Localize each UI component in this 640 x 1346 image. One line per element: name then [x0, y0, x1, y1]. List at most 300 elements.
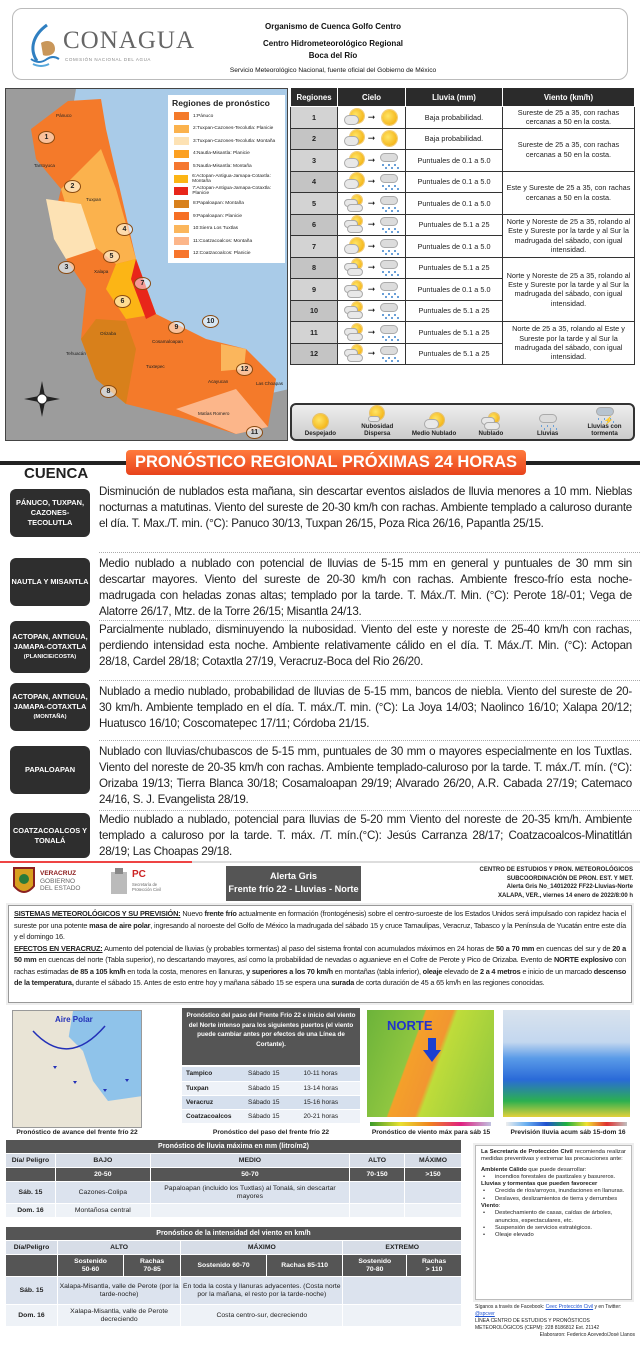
legend-item	[168, 160, 285, 173]
region-number: 2	[291, 128, 338, 150]
body-text: con rachas estimadas	[14, 955, 626, 976]
medio-nublado-icon	[344, 152, 364, 169]
forecast-row	[291, 257, 635, 279]
ports-table-heading: Pronóstico del paso del Frente Frío 22 e inicio del viento del Norte intenso para los siguientes puertos (el viento puede cambiar antes por efectos de una Línea de Cortante).	[182, 1008, 360, 1065]
basin-forecast-text: Nublado con lluvias/chubascos de 5-15 mm, puntuales de 30 mm o mayores especialmente en los Tuxtlas. Viento del noreste de 20-35 km/h con rachas. Ambiente templado-caluroso por la tarde. T. máx./T. mín. (°C): Orizaba 19/13; Tierra Blanca 30/18; Cosamaloapan 29/19; Alvarado 26/20, A.R. Cabada 27/19; Catemaco 24/16, S. J. Evangelista 28/19.	[99, 745, 632, 806]
body-text: en toda la costa, menores en llanuras,	[125, 966, 247, 976]
basin-label	[10, 621, 90, 673]
port-row	[182, 1095, 360, 1109]
city-label: Tehuacán	[66, 351, 86, 356]
legend-item	[168, 210, 285, 223]
wind-cell: Este y Sureste de 25 a 35, con rachas cercanas a 50 en la costa.	[503, 171, 635, 214]
arrow-right-icon: ➞	[367, 305, 376, 316]
wind-caption: Pronóstico de viento máx para sáb 15	[371, 1129, 491, 1136]
wind-cell: Norte y Noreste de 25 a 35, rolando al Este y Sureste por la tarde y al Sur la madrugada del sábado, con igual intensidad.	[503, 214, 635, 257]
basin-zone: (PLANICIE/COSTA)	[23, 654, 77, 660]
smn-note: Servicio Meteorológico Nacional, fuente oficial del Gobierno de México	[229, 67, 437, 74]
day-cell: Sáb. 15	[6, 1277, 58, 1305]
rec-group-title-rest: que puede desarrollar:	[526, 1166, 587, 1173]
highlight-text: NORTE explosivo	[553, 955, 613, 964]
wind-level-header: Día/Peligro	[6, 1241, 58, 1255]
alert-level: Alerta Gris	[270, 871, 317, 881]
sky-legend-label: Despejado	[304, 430, 337, 437]
basin-forecast-text: Medio nublado a nublado con potencial de lluvias de 5-15 mm en general y puntuales de 30 mm sin descartar mayores. Viento del sureste de 20-30 km/h con rachas. Ambiente fresco-frío esta noche-madrugada con heladas zonas altas; templado por la tarde. T. Máx./T. Min. (°C): Perote 18/-01; Vega de Alatorre 26/17, Mtz. de la Torre 26/15; Misantla 24/13.	[99, 557, 632, 618]
legend-item	[168, 148, 285, 161]
city-label: Xalapa	[94, 269, 109, 274]
highlight-text: de 85 a 105 km/h	[70, 966, 126, 976]
rain-cell: Puntuales de 0.1 a 5.0	[406, 279, 503, 301]
wind-cell	[343, 1305, 462, 1327]
region-number: 12	[291, 343, 338, 365]
legend-label: 2:Tuxpan-Cazones-Tecolutla: Planicie	[193, 126, 274, 132]
basin-name: COATZACOALCOS Y TONALÁ	[12, 825, 88, 845]
pc-shield-icon	[108, 866, 130, 898]
city-label: Tuxpan	[86, 197, 102, 202]
rec-org: La Secretaría de Protección Civil	[481, 1149, 573, 1155]
sky-legend-item	[523, 413, 573, 437]
pc-logo-line: Protección Civil	[132, 887, 161, 892]
dotted-divider	[99, 620, 640, 621]
ports-caption: Pronóstico del paso del frente frío 22	[212, 1129, 330, 1136]
sky-cell	[338, 150, 406, 172]
lluvias-icon	[379, 345, 399, 362]
sky-cell	[338, 214, 406, 236]
nublado-icon	[344, 302, 364, 319]
rain-cell: Cazones-Colipa	[55, 1182, 150, 1204]
basin-label	[10, 746, 90, 794]
day-cell: Dom. 16	[6, 1305, 58, 1327]
rain-accumulation-image	[503, 1010, 630, 1117]
sky-legend-label: Lluvias con tormenta	[587, 423, 622, 437]
highlight-text: 20 a 50 mm	[14, 943, 626, 964]
rain-range: 50-70	[150, 1168, 349, 1182]
rain-range: >150	[405, 1168, 462, 1182]
body-text: de corta duración de 45 a 65 km/h en las regiones conocidas.	[354, 978, 545, 987]
rain-cell	[350, 1204, 405, 1218]
map-legend	[168, 95, 285, 263]
arrow-down-icon	[423, 1038, 441, 1062]
legend-swatch	[174, 225, 189, 233]
column-header: Regiones	[291, 88, 338, 107]
legend-item	[168, 223, 285, 236]
sky-legend-item	[466, 413, 516, 437]
region-number-marker: 4	[116, 223, 133, 236]
dotted-divider	[99, 740, 640, 741]
body-text: en cuencas del sur y de	[534, 943, 613, 953]
nublado-icon	[344, 195, 364, 212]
wind-cell: En toda la costa y llanuras adyacentes. (Costa norte por la mañana, el resto por la tarde-noche)	[181, 1277, 343, 1305]
conagua-logo	[27, 23, 195, 67]
rec-item: • incendios forestales de pastizales y basureros.	[481, 1174, 626, 1181]
wind-threshold: Sostenido 50-60	[58, 1255, 124, 1277]
basin-name: PAPALOAPAN	[24, 765, 76, 774]
port-name: Tampico	[182, 1067, 244, 1081]
arrow-right-icon: ➞	[367, 283, 376, 294]
tormenta-icon: ⚡	[595, 406, 615, 423]
rain-cell: Puntuales de 5.1 a 25	[406, 214, 503, 236]
wind-level-header: MÁXIMO	[181, 1241, 343, 1255]
region-number-marker: 2	[64, 180, 81, 193]
body-text: e inicio de un marcado	[520, 966, 594, 976]
mexico-map-image	[13, 1011, 142, 1128]
basin-label	[10, 813, 90, 858]
lluvias-icon	[379, 281, 399, 298]
nubosidad-dispersa-icon	[367, 406, 387, 423]
wind-cell	[343, 1277, 462, 1305]
basin-name: NAUTLA Y MISANTLA	[11, 577, 89, 586]
center-location: Boca del Río	[308, 51, 358, 60]
highlight-text: frente frío	[204, 909, 237, 918]
rec-item: • Oleaje elevado	[481, 1232, 626, 1239]
sky-legend-label: Lluvias	[537, 430, 559, 437]
nublado-icon	[344, 324, 364, 341]
port-name: Veracruz	[182, 1095, 244, 1109]
arrow-right-icon: ➞	[367, 111, 376, 122]
lluvias-icon	[379, 324, 399, 341]
region-number-marker: 11	[246, 426, 263, 439]
legend-label: 9:Papaloapan: Planicie	[193, 213, 243, 219]
rec-item: • Suspensión de servicios estratégicos.	[481, 1225, 626, 1232]
sky-legend-label: Medio Nublado	[411, 430, 457, 437]
arrow-right-icon: ➞	[367, 219, 376, 230]
port-day: Sábado 15	[244, 1109, 299, 1123]
issuer-line: SUBCOORDINACIÓN DE PRON. EST. Y MET.	[506, 875, 633, 882]
legend-label: 10:Sierra Los Tuxtlas	[193, 226, 239, 232]
region-number: 4	[291, 171, 338, 193]
legend-label: 11:Coatzacoalcos: Montaña	[193, 238, 253, 244]
ports-table	[182, 1067, 360, 1124]
wind-intensity-table	[5, 1226, 462, 1327]
nublado-icon	[344, 259, 364, 276]
rec-group	[481, 1181, 626, 1203]
legend-label: 6:Actopan-Antigua-Jamapa-Cotaxtla: Montaña	[192, 173, 271, 184]
port-day: Sábado 15	[244, 1095, 299, 1109]
port-name: Tuxpan	[182, 1081, 244, 1095]
city-label: Tantoyuca	[34, 163, 55, 168]
alert-title-box	[226, 866, 361, 901]
sky-cell	[338, 322, 406, 344]
port-row	[182, 1081, 360, 1095]
lluvias-icon	[538, 413, 558, 430]
lluvias-icon	[379, 302, 399, 319]
highlight-text: masa de aire polar	[89, 920, 151, 930]
nublado-icon	[344, 216, 364, 233]
arrow-right-icon: ➞	[367, 348, 376, 359]
wind-cell: Costa centro-sur, decreciendo	[181, 1305, 343, 1327]
despejado-icon	[379, 109, 399, 126]
day-cell: Dom. 16	[6, 1204, 56, 1218]
conagua-emblem-icon	[27, 23, 61, 67]
wind-cell: Sureste de 25 a 35, con rachas cercanas a 50 en la costa.	[503, 107, 635, 129]
cepm-phone: LÍNEA CENTRO DE ESTUDIOS Y PRONÓSTICOS METEOROLÓGICOS (CEPM): 228 8186812 Ext. 21142	[475, 1318, 600, 1331]
rain-cell: Puntuales de 0.1 a 5.0	[406, 236, 503, 258]
wind-forecast-image	[367, 1010, 494, 1117]
rain-cell	[405, 1182, 462, 1204]
city-label: Acayucan	[208, 379, 229, 384]
wind-cell: Sureste de 25 a 35, con rachas cercanas a 50 en la costa.	[503, 128, 635, 171]
legend-label: 4:Nautla-Misantla: Planicie	[193, 151, 250, 157]
norte-label: NORTE	[387, 1018, 433, 1033]
arrow-right-icon: ➞	[367, 326, 376, 337]
cuenca-heading: CUENCA	[24, 465, 89, 482]
rain-range: 70-150	[350, 1168, 405, 1182]
body-text: elevado de	[442, 966, 480, 976]
effects-title: EFECTOS EN VERACRUZ:	[14, 943, 103, 953]
rain-cell: Puntuales de 5.1 a 25	[406, 343, 503, 365]
wind-color-scale	[370, 1122, 491, 1126]
sky-cell	[338, 257, 406, 279]
rain-cell: Papaloapan (incluido los Tuxtlas) al Tonalá, sin descartar mayores	[150, 1182, 349, 1204]
column-header: Cielo	[338, 88, 406, 107]
rain-level-header: MÁXIMO	[405, 1154, 462, 1168]
legend-swatch	[174, 112, 189, 120]
medio-nublado-icon	[344, 238, 364, 255]
rain-level-header: Día/ Peligro	[6, 1154, 56, 1168]
port-hours: 15-16 horas	[299, 1095, 360, 1109]
twitter-link[interactable]: @spcver	[475, 1311, 495, 1317]
sky-cell	[338, 343, 406, 365]
rec-group-title: Viento	[481, 1203, 499, 1210]
arrow-right-icon: ➞	[367, 262, 376, 273]
body-text: durante el sábado 15. Antes de esto entre hoy y mañana sábado 15 se espera una	[73, 978, 332, 987]
rain-level-header: ALTO	[350, 1154, 405, 1168]
sky-legend-label: Nublado	[478, 430, 504, 437]
column-header: Lluvia (mm)	[406, 88, 503, 107]
basin-name: ACTOPAN, ANTIGUA, JAMAPA-COTAXTLA	[12, 632, 88, 651]
rain-cell: Puntuales de 5.1 a 25	[406, 322, 503, 344]
legend-swatch	[174, 150, 189, 158]
body-text: Nuevo	[180, 909, 205, 918]
rec-item: • Destechamiento de casas, caídas de árboles, anuncios, espectaculares, etc.	[481, 1210, 626, 1225]
basin-forecast-text: Parcialmente nublado, disminuyendo la nubosidad. Viento del este y noreste de 25-40 km/h con rachas, perdiendo intensidad esta noche. Ambiente relativamente cálido en el día. T. Máx./T. Min. (°C): Actopan 28/18, Cardel 28/18; Cotaxtla 27/19, Veracruz-Boca del Rio 26/20.	[99, 623, 632, 668]
body-text: en cuencas del norte (Tabla superior), no descartando mayores, así como la probabilidad de nevadas o aguanieve en el Cofre de Perote y Pico de Orizaba. Evento de	[36, 955, 554, 964]
forecast-row	[291, 128, 635, 150]
forecast-row	[291, 322, 635, 344]
front-map-caption: Pronóstico de avance del frente frío 22	[16, 1129, 138, 1136]
basin-forecast-text: Nublado a medio nublado, probabilidad de lluvias de 5-15 mm, bancos de niebla. Viento del sureste de 20-30 km/h. Ambiente templado en el día. T. máx./T. min. (°C): La Joya 14/03; Naolinco 16/10; Xalapa 20/12; Huatusco 16/10; Coscomatepec 17/11; Córdoba 21/15.	[99, 685, 632, 730]
basin-forecast-text: Medio nublado a nublado, potencial para lluvias de 5-20 mm Viento del noreste de 20-35 km/h. Ambiente templado a caluroso por la tarde. T. máx. /T. mín.(°C): Jesús Carranza 28/17; Coatzacoalcos-Minatitlán 28/19; Las Choapas 29/18.	[99, 813, 632, 858]
lluvias-icon	[379, 152, 399, 169]
header-box	[12, 8, 628, 80]
dotted-divider	[99, 810, 640, 811]
region-number: 3	[291, 150, 338, 172]
sky-cell	[338, 193, 406, 215]
veracruz-gov-logo	[12, 866, 92, 900]
rec-group-title: Ambiente Cálido	[481, 1166, 527, 1173]
rain-row	[6, 1204, 462, 1218]
sky-legend	[290, 403, 635, 441]
wind-level-header: EXTREMO	[343, 1241, 462, 1255]
legend-item	[168, 110, 285, 123]
gov-logo-line: DEL ESTADO	[40, 885, 81, 892]
rain-cell: Puntuales de 5.1 a 25	[406, 300, 503, 322]
pc-logo-text: PC	[132, 869, 146, 880]
highlight-text: 2 a 4 metros	[479, 966, 521, 976]
legend-swatch	[174, 250, 189, 258]
lluvias-icon	[379, 195, 399, 212]
city-label: Pánuco	[56, 113, 72, 118]
arrow-right-icon: ➞	[367, 154, 376, 165]
port-day: Sábado 15	[244, 1081, 299, 1095]
basin-name: PÁNUCO, TUXPAN, CAZONES-TECOLUTLA	[15, 498, 85, 527]
sky-cell	[338, 300, 406, 322]
follow-text: Síganos a través de Facebook:	[475, 1304, 545, 1310]
column-header: Viento (km/h)	[503, 88, 635, 107]
port-hours: 13-14 horas	[299, 1081, 360, 1095]
region-number-marker: 9	[168, 321, 185, 334]
sky-legend-item	[295, 413, 345, 437]
polar-air-label: Aire Polar	[55, 1015, 93, 1024]
alert-number: Alerta Gris No_14012022 FF22-Lluvias-Norte	[506, 884, 633, 890]
gov-logo-line: GOBIERNO	[40, 877, 76, 885]
sky-cell	[338, 236, 406, 258]
rain-level-header: BAJO	[55, 1154, 150, 1168]
highlight-text: y superiores a los 70 km/h	[246, 966, 333, 976]
wind-threshold	[6, 1255, 58, 1277]
legend-swatch	[174, 125, 189, 133]
sky-legend-item	[352, 406, 402, 437]
arrow-right-icon: ➞	[367, 133, 376, 144]
legend-item	[168, 185, 285, 198]
arrow-right-icon: ➞	[367, 240, 376, 251]
wind-level-header: ALTO	[58, 1241, 181, 1255]
logo-subtext: COMISIÓN NACIONAL DEL AGUA	[65, 57, 152, 62]
body-text: actualmente en formación (frontogénesis) sobre el centro-suroeste de los Estados Unidos será impulsado con rapidez hacia el sureste por una potente	[14, 909, 626, 930]
compass-rose-icon	[24, 381, 60, 417]
region-number: 1	[291, 107, 338, 129]
wind-cell: Norte de 25 a 35, rolando al Este y Sureste por la tarde y al Sur la madrugada del sábado, con igual intensidad.	[503, 322, 635, 365]
basin-forecast-text: Disminución de nublados esta mañana, sin descartar eventos aislados de lluvia menores a 10 mm. Nieblas nocturnas a matutinas. Viento del sureste de 20-30 km/h con rachas. Ambiente templado a caluroso durante el día. T. Max./T. min. (°C): Panuco 30/13, Tuxpan 26/15, Poza Rica 26/16, Papantla 25/15.	[99, 485, 632, 530]
sky-cell	[338, 128, 406, 150]
legend-label: 8:Papaloapan: Montaña	[193, 201, 244, 207]
lluvias-icon	[379, 238, 399, 255]
section-divider	[0, 861, 640, 863]
port-day: Sábado 15	[244, 1067, 299, 1081]
legend-item	[168, 248, 285, 261]
port-name: Coatzacoalcos	[182, 1109, 244, 1123]
region-number-marker: 6	[114, 295, 131, 308]
rain-cell: Puntuales de 0.1 a 5.0	[406, 193, 503, 215]
facebook-link[interactable]: Ceec Protección Civil	[545, 1304, 594, 1310]
arrow-right-icon: ➞	[367, 197, 376, 208]
rain-cell: Puntuales de 5.1 a 25	[406, 257, 503, 279]
legend-swatch	[174, 212, 189, 220]
wind-row	[6, 1277, 462, 1305]
body-text: Aumento del potencial de lluvias (y probables tormentas) al paso del sistema frontal con acumulados máximos en 24 horas de	[102, 943, 496, 953]
rain-level-header: MEDIO	[150, 1154, 349, 1168]
body-text: , ingresando al noroeste del Golfo de México la madrugada del sábado 15 y cruce Tamaulipas, Veracruz, Tabasco y la Península de Yucatán entre este día y el domingo 16.	[14, 920, 626, 941]
rain-cell	[350, 1182, 405, 1204]
legend-label: 12:Coatzacoalcos: Planicie	[193, 251, 251, 257]
alert-date: XALAPA, VER., viernes 14 enero de 2022/8:00 h	[498, 892, 633, 899]
max-rain-table	[5, 1139, 462, 1218]
rain-range	[6, 1168, 56, 1182]
rain-cell: Puntuales de 0.1 a 5.0	[406, 150, 503, 172]
alert-issuer	[395, 866, 633, 900]
and-text: y en Twitter:	[593, 1304, 622, 1310]
rain-cell	[150, 1204, 349, 1218]
front-advance-map	[12, 1010, 142, 1128]
basin-label	[10, 558, 90, 606]
legend-item	[168, 198, 285, 211]
legend-swatch	[174, 137, 189, 145]
forecast-row	[291, 107, 635, 129]
rec-group	[481, 1203, 626, 1239]
legend-label: 7:Actopan-Antigua-Jamapa-Cotaxtla: Planicie	[192, 186, 272, 197]
port-row	[182, 1067, 360, 1081]
region-number: 10	[291, 300, 338, 322]
highlight-text: oleaje	[422, 966, 443, 976]
rain-range: 20-50	[55, 1168, 150, 1182]
medio-nublado-icon	[424, 413, 444, 430]
highlight-text: surada	[331, 978, 355, 987]
basin-label	[10, 489, 90, 537]
wind-row	[6, 1305, 462, 1327]
port-hours: 20-21 horas	[299, 1109, 360, 1123]
region-number: 8	[291, 257, 338, 279]
region-number-marker: 5	[103, 250, 120, 263]
org-name: Organismo de Cuenca Golfo Centro	[264, 22, 401, 31]
legend-item	[168, 123, 285, 136]
region-number-marker: 8	[100, 385, 117, 398]
civil-protection-recommendations	[475, 1145, 632, 1300]
despejado-icon	[310, 413, 330, 430]
legend-swatch	[174, 175, 188, 183]
footer	[475, 1304, 635, 1339]
legend-item	[168, 135, 285, 148]
city-label: Tuxtepec	[146, 364, 165, 369]
dotted-divider	[99, 680, 640, 681]
highlight-text: descenso de la temperatura,	[14, 966, 626, 987]
region-number: 7	[291, 236, 338, 258]
rain-cell: Montañosa central	[55, 1204, 150, 1218]
body-text: en montañas (tabla inferior),	[332, 966, 423, 976]
wind-threshold: Rachas > 110	[407, 1255, 462, 1277]
veracruz-shield-icon	[12, 866, 36, 898]
highlight-text: 50 a 70 mm	[495, 943, 535, 953]
rain-cell: Baja probabilidad.	[406, 107, 503, 129]
legend-item	[168, 235, 285, 248]
arrow-right-icon: ➞	[367, 176, 376, 187]
region-number-marker: 7	[134, 277, 151, 290]
rain-cell: Baja probabilidad.	[406, 128, 503, 150]
region-number: 11	[291, 322, 338, 344]
region-number-marker: 3	[58, 261, 75, 274]
region-number: 9	[291, 279, 338, 301]
sky-legend-label: Nubosidad Dispersa	[361, 423, 394, 437]
legend-item	[168, 173, 285, 186]
rec-intro: recomienda realizar medidas preventivas y extremar las precauciones ante:	[481, 1149, 626, 1163]
despejado-icon	[379, 130, 399, 147]
forecast-table	[290, 87, 635, 365]
forecast-row	[291, 171, 635, 193]
legend-swatch	[174, 237, 189, 245]
day-cell: Sáb. 15	[6, 1182, 56, 1204]
medio-nublado-icon	[344, 109, 364, 126]
nublado-icon	[344, 281, 364, 298]
lluvias-icon	[379, 216, 399, 233]
basin-label	[10, 683, 90, 731]
wind-threshold: Sostenido 60-70	[181, 1255, 267, 1277]
region-number: 5	[291, 193, 338, 215]
forecast-row	[291, 214, 635, 236]
sky-cell	[338, 279, 406, 301]
city-label: Cosamaloapan	[152, 339, 183, 344]
nublado-icon	[344, 345, 364, 362]
legend-label: 1:Pánuco	[193, 113, 214, 119]
systems-forecast-box	[8, 905, 632, 1003]
wind-cell: Xalapa-Misantla, valle de Perote (por la tarde-noche)	[58, 1277, 181, 1305]
